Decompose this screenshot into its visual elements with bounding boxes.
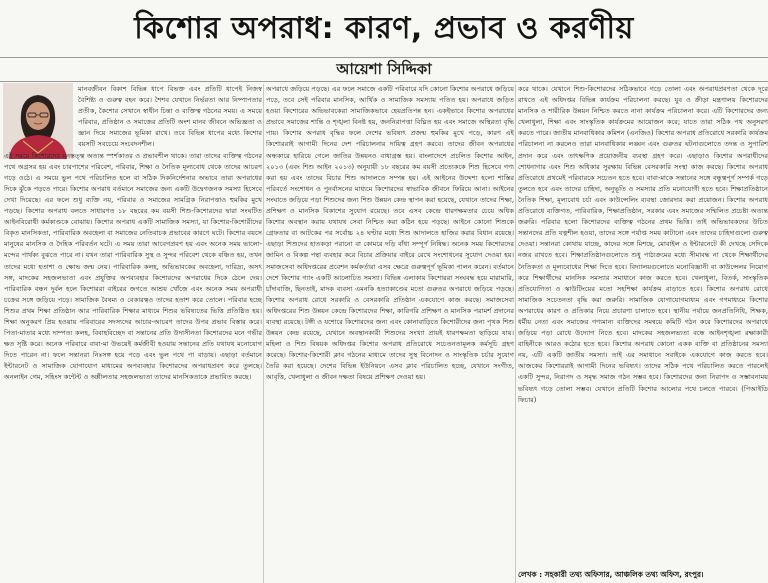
byline-divider xyxy=(0,81,768,82)
column-divider xyxy=(263,84,264,583)
author-byline: আয়েশা সিদ্দিকা xyxy=(336,60,432,78)
body-paragraph-1: এই সময়ে কিশোরদের মনস্তত্ত্ব অত্যন্ত স্পর্শকাতর ও প্রভাবশীল থাকে। তারা তাদের ব্যক্তিত্ব গঠনের পথে অগ্রসর হয় এবং চারপাশের পরিবেশ, পরিবার, শিক্ষা ও নৈতিক মূল্যবোধ থেকে তাদের আচরণ গড়ে ওঠে। এ সময়ে ভুল পথে পরিচালিত হলে বা সঠিক দিকনির্দেশনার অভাবে তারা অপরাধের দিকে ঝুঁকে পড়তে পারে। কিশোর অপরাধ বর্তমানে সমাজের জন্য একটি উদ্বেগজনক সমস্যা হিসেবে দেখা দিয়েছে। এর ফলে শুধু ব্যক্তি নয়, পরিবার ও সমাজের সামগ্রিক নিরাপত্তাও হুমকির মুখে পড়ছে। কিশোর অপরাধ বলতে সাধারণত ১৮ বছরের কম বয়সী শিশু-কিশোরদের দ্বারা সংঘটিত আইনবিরোধী কর্মকাণ্ডকে বোঝায়। কিশোর অপরাধ একটি সামাজিক সমস্যা, যা কিশোর-কিশোরীদের বিকৃত মানসিকতা, পারিবারিক অবহেলা বা সমাজের নেতিবাচক প্রভাবের কারণে ঘটে। কিশোর বয়সে মানুষের মানসিক ও দৈহিক পরিবর্তন ঘটে। এ সময় তারা আবেগপ্রবণ হয় এবং অনেক সময় ভালো-মন্দের পার্থক্য বুঝতে পারে না। যখন তারা পারিবারিক সুস্থ ও সুন্দর পরিবেশ থেকে বঞ্চিত হয়, তখন তাদের মধ্যে হতাশা ও ক্ষোভ জন্ম নেয়। পারিবারিক কলহ, অভিভাবকের অবহেলা, দারিদ্র্য, অসৎ সঙ্গ, মাদকের সহজলভ্যতা এবং প্রযুক্তির অপব্যবহার কিশোরদের অপরাধের দিকে ঠেলে দেয়। পারিবারিক বন্ধন দুর্বল হলে কিশোররা বাইরের জগতে আশ্রয় খোঁজে এবং অনেক সময় অপরাধী চক্রের সঙ্গে জড়িয়ে পড়ে। সামাজিক বৈষম্য ও বেকারত্বও তাদের হতাশ করে তোলে। পরিবার হচ্ছে শিশুর প্রথম শিক্ষা প্রতিষ্ঠান আর পারিবারিক শিক্ষার মাধ্যমে শিশুর ভবিষ্যতের ভিত্তি প্রতিষ্ঠিত হয়। শিক্ষা অনুকরণ প্রিয় হওয়ায় পরিবারের সদস্যদের আচার-আচরণ তাদের উপর প্রভাব বিস্তার করে। পিতা-মাতার মধ্যে দাম্পত্য কলহ, বিবাহবিচ্ছেদ বা সন্তানের প্রতি উদাসীনতা কিশোরদের মনে গভীর ক্ষত সৃষ্টি করে। অনেক পরিবারে বাবা-মা উভয়েই কর্মজীবী হওয়ায় সন্তানের প্রতি যথাযথ মনোযোগ দিতে পারেন না। ফলে সন্তানরা নিঃসঙ্গ হয়ে পড়ে এবং ভুল পথে পা বাড়ায়। এছাড়া বর্তমানে ইন্টারনেট ও সামাজিক যোগাযোগ মাধ্যমের অপব্যবহার কিশোরদের অপরাধপ্রবণ করে তুলছে। অনলাইন গেম, সহিংস কন্টেন্ট ও অশ্লীলতার সহজলভ্যতা তাদের মানসিকতাকে প্রভাবিত করছে। xyxy=(4,151,262,382)
article-column-3 xyxy=(518,84,768,566)
article-column-1 xyxy=(4,84,262,583)
intro-paragraph: মানবজীবন বিকাশ বিভিন্ন ধাপে বিভক্ত এবং প্রতিটি ধাপেই নিজস্ব বৈশিষ্ট্য ও গুরুত্ব বহন করে। শৈশব যেখানে নির্ভরতা আর নিষ্পাপতার প্রতীক, কৈশোর সেখানে স্বাধীন চিন্তা ও ব্যক্তিত্ব গঠনের সময়। এ সময়ে পরিবার, প্রতিষ্ঠান ও সমাজের প্রতিটি অংশ মানব জীবনে অভিজ্ঞতা ও জ্ঞান দিয়ে সমাজের ভূমিকা রাখে। তবে বিভিন্ন ধাপের মধ্যে কিশোর বয়সটি সবচেয়ে সংবেদনশীল। xyxy=(78,85,262,149)
article-column-2 xyxy=(266,84,514,583)
body-paragraph-3: করে থাকে। যেখানে শিশু-কিশোরদের সঠিকভাবে গড়ে তোলা এবং অপরাধপ্রবণতা থেকে দূরে রাখতে এই অধিদপ্তর বিভিন্ন কার্যক্রম পরিচালনা করছে। যুব ও ক্রীড়া মন্ত্রণালয় কিশোরদের মানসিক ও শারীরিক উন্নয়ন নিশ্চিত করতে নানা কার্যক্রম পরিচালনা করে। এটি কিশোরদের জন্য খেলাধুলা, শিক্ষা এবং সাংস্কৃতিক কার্যক্রমের আয়োজন করে; যাতে তারা সঠিক পথ অনুসরণ করতে পারে। জাতীয় মানবাধিকার কমিশন (এনজিও) কিশোর অপরাধ প্রতিরোধে সরকারি কার্যক্রম পরিচালনা না করলেও তারা মানবাধিকার লঙ্ঘন এবং গুরুতর ঘটনাগুলোতে তদন্ত ও সুপারিশ প্রদান করে এবং তাৎক্ষণিক প্রয়োজনীয় ব্যবস্থা গ্রহণ করে। এছাড়াও কিশোর অপরাধীদের শোধনাগার এবং শিশু অধিকার সুরক্ষায় বিভিন্ন বেসরকারি সংস্থা কাজ করছে। কিশোর অপরাধ প্রতিরোধে প্রথমেই পরিবারকে সচেতন হতে হবে। বাবা-মাকে সন্তানের সঙ্গে বন্ধুত্বপূর্ণ সম্পর্ক গড়ে তুলতে হবে এবং তাদের চাহিদা, অনুভূতি ও সমস্যার প্রতি মনোযোগী হতে হবে। শিক্ষাপ্রতিষ্ঠানে নৈতিক শিক্ষা, মূল্যবোধ চর্চা এবং কাউন্সেলিং ব্যবস্থা জোরদার করা প্রয়োজন। কিশোর অপরাধ প্রতিরোধে ব্যক্তিগত, পারিবারিক, শিক্ষাপ্রতিষ্ঠান, সরকার এবং সমাজের সম্মিলিত প্রচেষ্টা অত্যন্ত জরুরি। পরিবার হলো কিশোরদের ব্যক্তিত্ব গঠনের প্রথম ভিত্তি। তাই অভিভাবকদের উচিত সন্তানদের প্রতি যত্নশীল হওয়া, তাদের সঙ্গে পর্যাপ্ত সময় কাটানো এবং তাদের চাহিদাগুলো গুরুত্ব দেওয়া। সন্তানরা কোথায় যাচ্ছে, কাদের সঙ্গে মিশছে, মোবাইল ও ইন্টারনেটে কী দেখছে সেদিকে নজর রাখতে হবে। শিক্ষাপ্রতিষ্ঠানগুলোতে শুধু পাঠ্যক্রমের মধ্যে সীমাবদ্ধ না থেকে শিক্ষার্থীদের নৈতিকতা ও মূল্যবোধের শিক্ষা দিতে হবে। বিদ্যালয়গুলোতে মনোবিজ্ঞানী বা কাউন্সেলর নিয়োগ করে শিক্ষার্থীদের মানসিক সমস্যার সমাধানে কাজ করতে হবে। খেলাধুলা, বিতর্ক, সাংস্কৃতিক প্রতিযোগিতা ও স্কাউটিংয়ের মতো সহশিক্ষা কার্যক্রম বাড়াতে হবে। কিশোর অপরাধ রোধে সামাজিক সচেতনতা বৃদ্ধি করা জরুরি। সামাজিক যোগাযোগমাধ্যম এবং গণমাধ্যমে কিশোর অপরাধের কারণ ও প্রতিকার নিয়ে প্রচারণা চালাতে হবে। স্থানীয় পর্যায়ে জনপ্রতিনিধি, শিক্ষক, ধর্মীয় নেতা এবং সমাজের গণ্যমান্য ব্যক্তিদের সমন্বয়ে কমিটি গঠন করে কিশোরদের অপরাধে জড়িয়ে পড়া রোধে উদ্যোগ নিতে হবে। মাদকের সহজলভ্যতা বন্ধে আইনশৃঙ্খলা রক্ষাকারী বাহিনীকে আরও কঠোর হতে হবে। কিশোর অপরাধ কোনো একক ব্যক্তি বা প্রতিষ্ঠানের সমস্যা নয়, এটি একটি জাতীয় সমস্যা। তাই এর সমাধানে সবাইকে একযোগে কাজ করতে হবে। আজকের কিশোররাই আগামী দিনের ভবিষ্যৎ। তাদের সঠিক পথে পরিচালিত করতে পারলেই একটি সুন্দর, নিরাপদ ও সমৃদ্ধ সমাজ গঠন সম্ভব হবে। কিশোরদের জন্য নিরাপদ ও সম্ভাবনাময় ভবিষ্যৎ গড়ে তোলা সম্ভব। যেখানে প্রতিটি কিশোর আলোর পথে চলতে পারবে। (পিআইডি ফিচার) xyxy=(518,85,768,404)
author-credit: লেখক : সহকারী তথ্য অফিসার, আঞ্চলিক তথ্য অফিস, রংপুর। xyxy=(518,570,704,579)
article-headline: কিশোর অপরাধ: কারণ, প্রভাব ও করণীয় xyxy=(134,11,634,46)
body-paragraph-2: অপরাধে জড়িয়ে পড়ছে। এর ফলে সমাজে একটি পরিবারে যদি কোনো কিশোর অপরাধে জড়িয়ে পড়ে, তবে সেই পরিবার মানসিক, আর্থিক ও সামাজিক সমস্যায় পতিত হয়। অপরাধে জড়িত হওয়া কিশোরের অভিভাবকেরা সামাজিকভাবে হেয়প্রতিপন্ন হন। একইভাবে কিশোর অপরাধের প্রভাবে সমাজের শান্তি ও শৃঙ্খলা বিনষ্ট হয়, জননিরাপত্তা বিঘ্নিত হয় এবং সমাজে অস্থিরতা বৃদ্ধি পায়। কিশোর অপরাধ বৃদ্ধির ফলে দেশের ভবিষ্যৎ প্রজন্ম হুমকির মুখে পড়ে, কারণ এই কিশোররাই আগামী দিনের দেশ পরিচালনার দায়িত্ব গ্রহণ করবে। তাদের জীবন অপরাধের অন্ধকারে হারিয়ে গেলে জাতির উন্নয়নও বাধাগ্রস্ত হয়। বাংলাদেশে প্রচলিত কিশোর আইন, ২০১৩ (এবং শিশু আইন ২০১৩) অনুযায়ী ১৮ বছরের কম বয়সী প্রত্যেককে শিশু হিসেবে গণ্য করা হয় এবং তাদের বিচার শিশু আদালতে সম্পন্ন হয়। এই আইনের উদ্দেশ্য হলো শাস্তির পরিবর্তে সংশোধন ও পুনর্বাসনের মাধ্যমে কিশোরদের স্বাভাবিক জীবনে ফিরিয়ে আনা। আইনের সংঘাতে জড়িয়ে পড়া শিশুদের জন্য শিশু উন্নয়ন কেন্দ্র স্থাপন করা হয়েছে, যেখানে তাদের শিক্ষা, প্রশিক্ষণ ও মানসিক বিকাশের সুযোগ রয়েছে। তবে এসব কেন্দ্রে ধারণক্ষমতার চেয়ে অধিক কিশোর অবস্থান করায় যথাযথ সেবা নিশ্চিত করা কঠিন হয়ে পড়ছে। আইনে কোনো শিশুকে গ্রেফতার বা আটকের পর সর্বোচ্চ ২৪ ঘণ্টার মধ্যে শিশু আদালতে হাজির করার বিধান রয়েছে। এছাড়া শিশুদের হাতকড়া পরানো বা কোমরে দড়ি বাঁধা সম্পূর্ণ নিষিদ্ধ। অনেক সময় কিশোরদের জামিন ও বিকল্প পন্থা ব্যবহার করে বিচার প্রক্রিয়ার বাইরে রেখে সংশোধনের সুযোগ দেওয়া হয়। সমাজসেবা অধিদপ্তরের প্রবেশন কর্মকর্তারা এসব ক্ষেত্রে গুরুত্বপূর্ণ ভূমিকা পালন করেন। বর্তমানে দেশে কিশোর গ্যাং একটি আলোচিত সমস্যা। বিভিন্ন এলাকায় কিশোররা সংঘবদ্ধ হয়ে মারামারি, চাঁদাবাজি, ছিনতাই, মাদক ব্যবসা এমনকি হত্যাকাণ্ডের মতো গুরুতর অপরাধে জড়িয়ে পড়ছে। কিশোর অপরাধ রোধে সরকারি ও বেসরকারি প্রতিষ্ঠান একযোগে কাজ করছে। সমাজসেবা অধিদপ্তরের শিশু উন্নয়ন কেন্দ্রে কিশোরদের শিক্ষা, কারিগরি প্রশিক্ষণ ও মানসিক পরামর্শ প্রদানের ব্যবস্থা রয়েছে। টঙ্গী ও যশোরে কিশোরদের জন্য এবং কোনাবাড়িতে কিশোরীদের জন্য পৃথক শিশু উন্নয়ন কেন্দ্র রয়েছে, যেখানে অবস্থানকারী শিশুদের সংখ্যা প্রায়ই ধারণক্ষমতা ছাড়িয়ে যায়। মহিলা ও শিশু বিষয়ক অধিদপ্তর কিশোর অপরাধ প্রতিরোধে সচেতনতামূলক কর্মসূচি গ্রহণ করেছে। কিশোর-কিশোরী ক্লাব গঠনের মাধ্যমে তাদের সুস্থ বিনোদন ও সাংস্কৃতিক চর্চার সুযোগ তৈরি করা হয়েছে। দেশের বিভিন্ন ইউনিয়নে এসব ক্লাব পরিচালিত হচ্ছে, যেখানে সংগীত, আবৃত্তি, খেলাধুলা ও জীবন দক্ষতা বিষয়ে প্রশিক্ষণ দেওয়া হয়। xyxy=(266,85,514,382)
column-divider xyxy=(515,84,516,583)
